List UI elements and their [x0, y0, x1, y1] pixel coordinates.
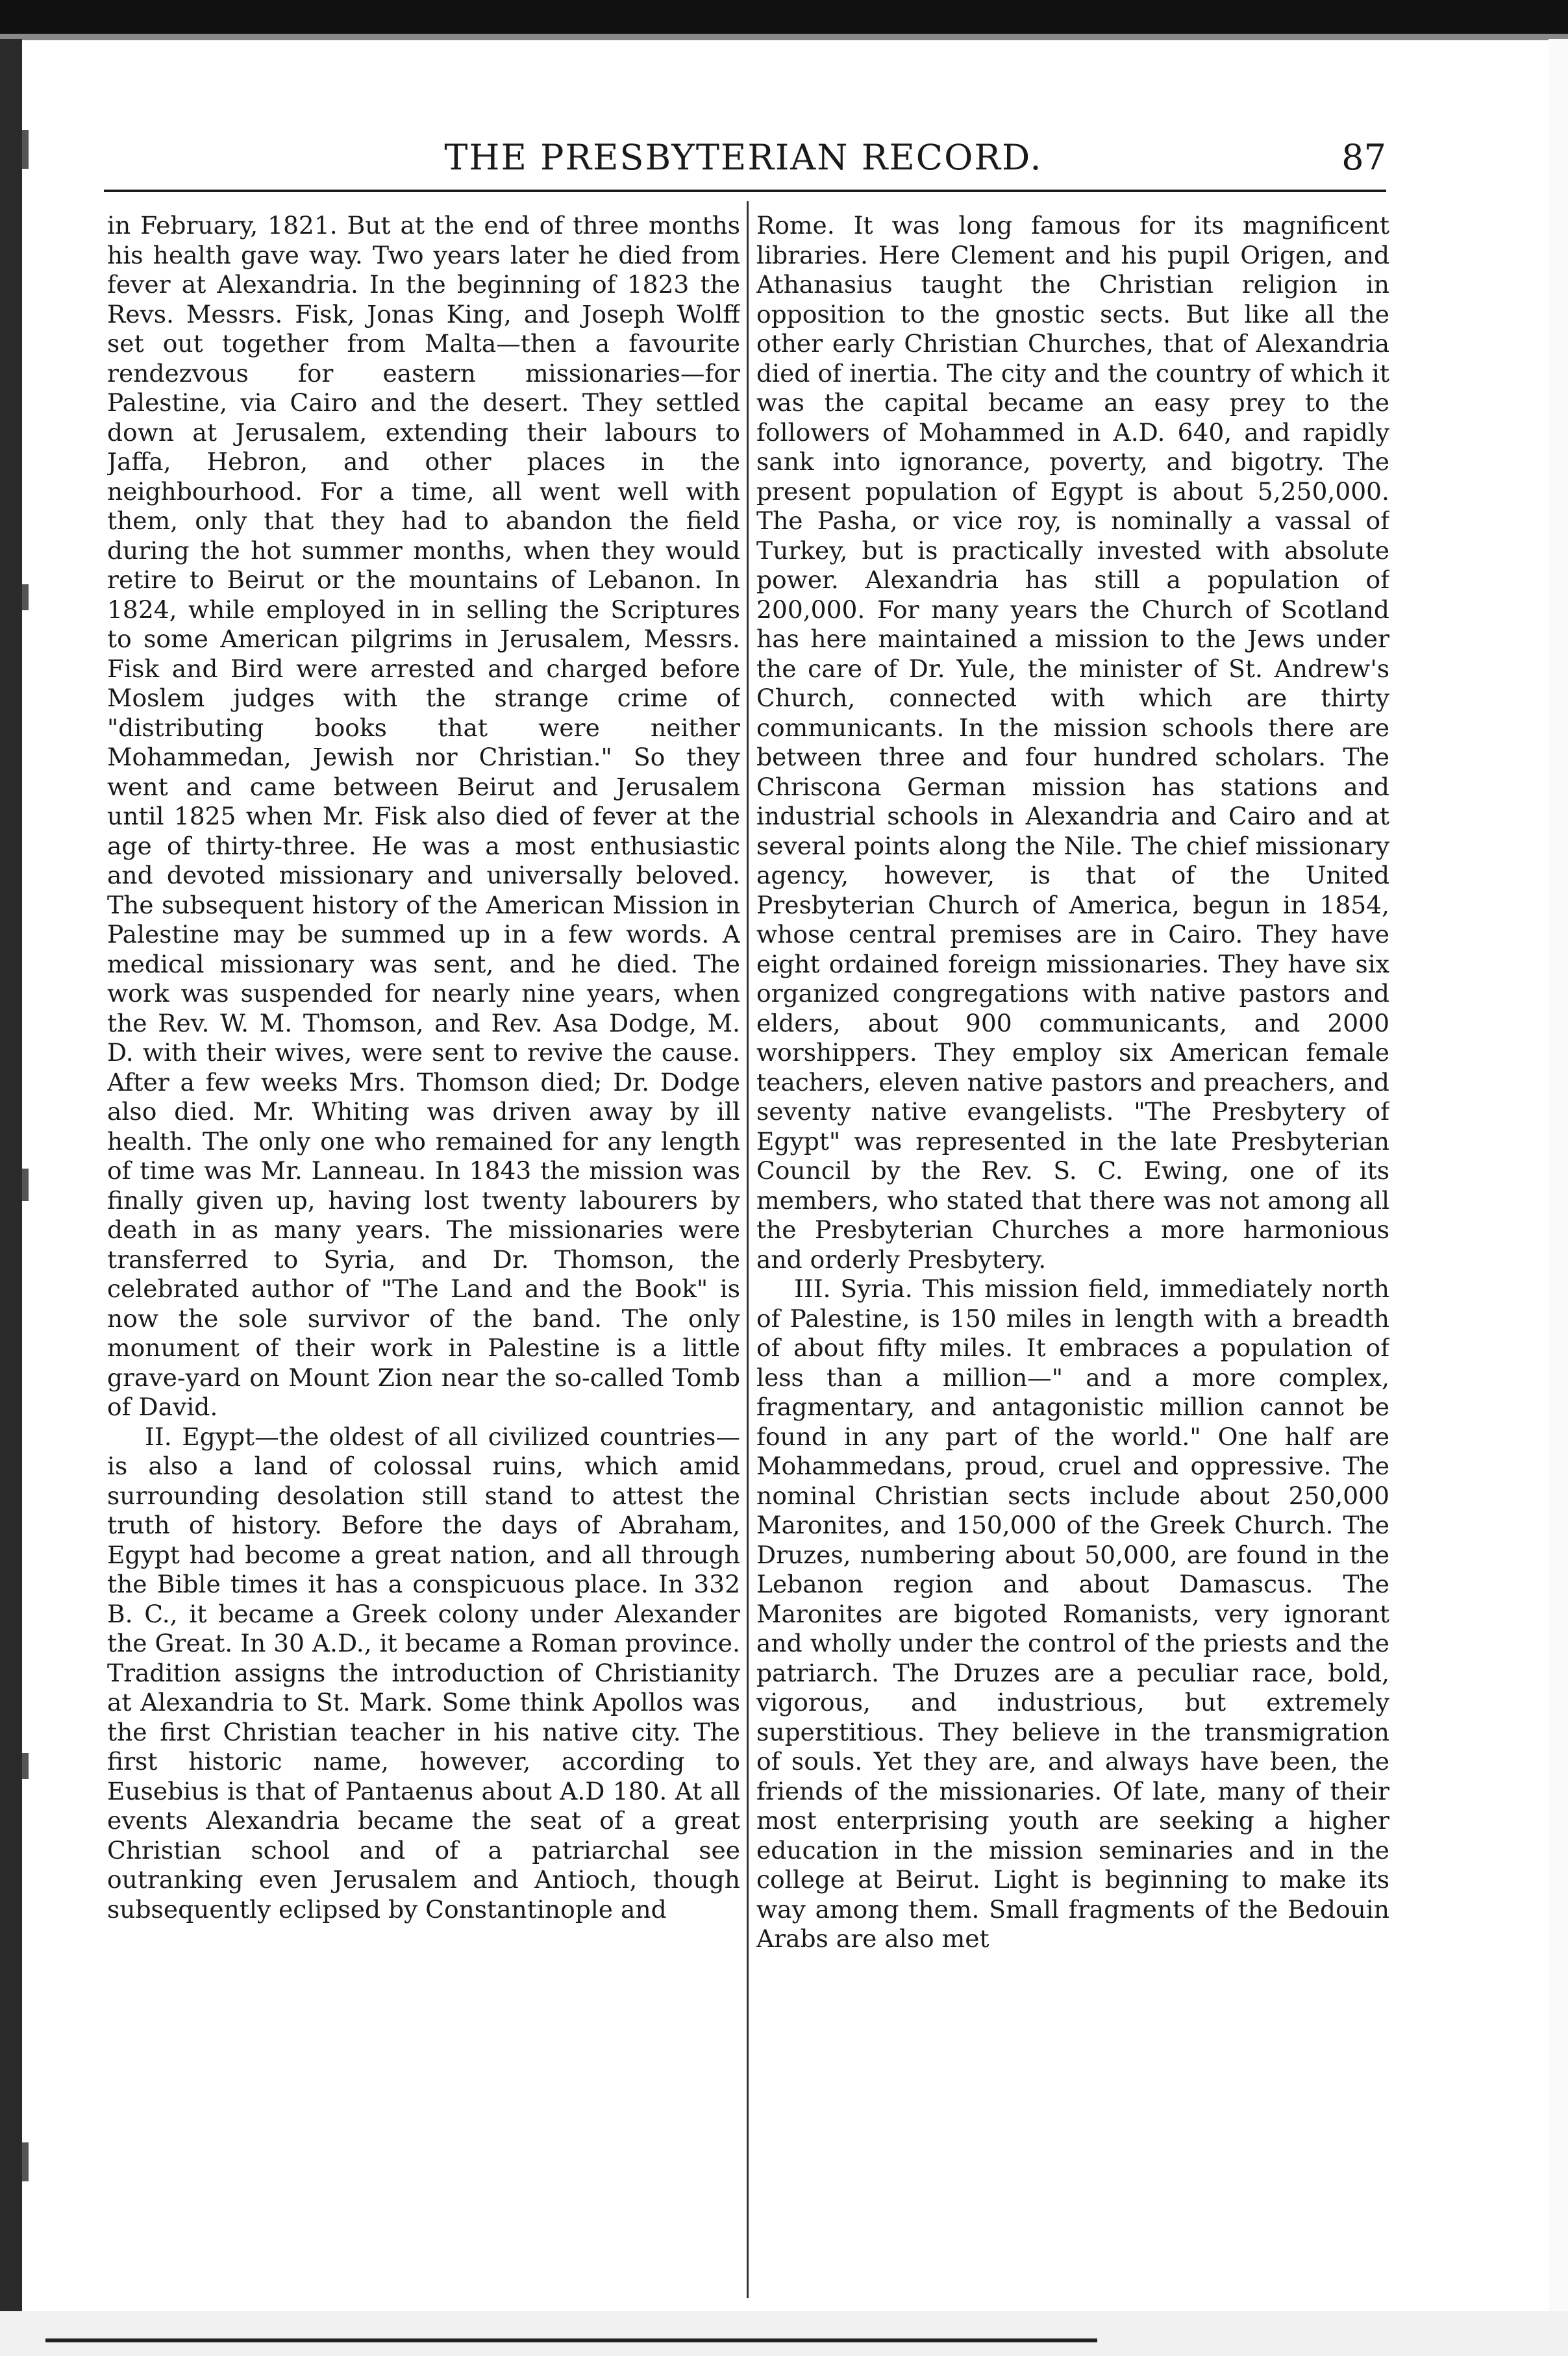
scan-edge-mark: [22, 1169, 29, 1201]
scan-edge-mark: [22, 2142, 29, 2181]
page-number: 87: [1341, 137, 1386, 178]
scan-edge-mark: [22, 130, 29, 169]
right-paragraph-2: III. Syria. This mission field, immediately north of Palestine, is 150 miles in length with a breadth of about fifty miles. It embraces a population of less than a million—" and a more complex, fragmentary, and antagonistic million cannot be found in any part of the world." One half are Mohammedans, proud, cruel and oppressive. The nominal Christian sects include about 250,000 Maronites, and 150,000 of the Greek Church. The Druzes, numbering about 50,000, are found in the Lebanon region and about Damascus. The Maronites are bigoted Romanists, very ignorant and wholly under the control of the priests and the patriarch. The Druzes are a peculiar race, bold, vigorous, and industrious, but extremely superstitious. They believe in the transmigration of souls. Yet they are, and always have been, the friends of the missionaries. Of late, many of their most enterprising youth are seeking a higher education in the mission seminaries and in the college at Beirut. Light is beginning to make its way among them. Small fragments of the Bedouin Arabs are also met: [756, 1274, 1389, 1953]
scan-right-margin: [1549, 39, 1568, 2311]
left-paragraph-2: II. Egypt—the oldest of all civilized countries—is also a land of colossal ruins, which amid surrounding desolation still stand to attest the truth of history. Before the days of Abraham, Egypt had become a great nation, and all through the Bible times it has a conspicuous place. In 332 B. C., it became a Greek colony under Alexander the Great. In 30 A.D., it became a Roman province. Tradition assigns the introduction of Christianity at Alexandria to St. Mark. Some think Apollos was the first Christian teacher in his native city. The first historic name, however, according to Eusebius is that of Pantaenus about A.D 180. At all events Alexandria became the seat of a great Christian school and of a patriarchal see outranking even Jerusalem and Antioch, though subsequently eclipsed by Constantinople and: [107, 1422, 740, 1924]
running-header: [101, 129, 1386, 187]
scan-edge-mark: [22, 1753, 29, 1779]
page-title: THE PRESBYTERIAN RECORD.: [444, 137, 1043, 178]
scan-bottom-rule: [45, 2338, 1097, 2342]
scan-top-border: [0, 0, 1568, 34]
left-column: [107, 211, 740, 2308]
scan-edge-mark: [22, 584, 29, 610]
right-paragraph-1: Rome. It was long famous for its magnificent libraries. Here Clement and his pupil Origen, and Athanasius taught the Christian religion in opposition to the gnostic sects. But like all the other early Christian Churches, that of Alexandria died of inertia. The city and the country of which it was the capital became an easy prey to the followers of Mohammed in A.D. 640, and rapidly sank into ignorance, poverty, and bigotry. The present population of Egypt is about 5,250,000. The Pasha, or vice roy, is nominally a vassal of Turkey, but is practically invested with absolute power. Alexandria has still a population of 200,000. For many years the Church of Scotland has here maintained a mission to the Jews under the care of Dr. Yule, the minister of St. Andrew's Church, connected with which are thirty communicants. In the mission schools there are between three and four hundred scholars. The Chriscona German mission has stations and industrial schools in Alexandria and Cairo and at several points along the Nile. The chief missionary agency, however, is that of the United Presbyterian Church of America, begun in 1854, whose central premises are in Cairo. They have eight ordained foreign missionaries. They have six organized congregations with native pastors and elders, about 900 communicants, and 2000 worshippers. They employ six American female teachers, eleven native pastors and preachers, and seventy native evangelists. "The Presbytery of Egypt" was represented in the late Presbyterian Council by the Rev. S. C. Ewing, one of its members, who stated that there was not among all the Presbyterian Churches a more harmonious and orderly Presbytery.: [756, 211, 1389, 1274]
scan-top-shadow: [0, 34, 1568, 40]
scan-bottom-margin: [0, 2311, 1568, 2356]
column-divider: [747, 201, 749, 2298]
header-rule: [104, 190, 1386, 192]
right-column: [756, 211, 1389, 2308]
left-paragraph-1: in February, 1821. But at the end of three months his health gave way. Two years later he died from fever at Alexandria. In the beginning of 1823 the Revs. Messrs. Fisk, Jonas King, and Joseph Wolff set out together from Malta—then a favourite rendezvous for eastern missionaries—for Palestine, via Cairo and the desert. They settled down at Jerusalem, extending their labours to Jaffa, Hebron, and other places in the neighbourhood. For a time, all went well with them, only that they had to abandon the field during the hot summer months, when they would retire to Beirut or the mountains of Lebanon. In 1824, while employed in in selling the Scriptures to some American pilgrims in Jerusalem, Messrs. Fisk and Bird were arrested and charged before Moslem judges with the strange crime of "distributing books that were neither Mohammedan, Jewish nor Christian." So they went and came between Beirut and Jerusalem until 1825 when Mr. Fisk also died of fever at the age of thirty-three. He was a most enthusiastic and devoted missionary and universally beloved. The subsequent history of the American Mission in Palestine may be summed up in a few words. A medical missionary was sent, and he died. The work was suspended for nearly nine years, when the Rev. W. M. Thomson, and Rev. Asa Dodge, M. D. with their wives, were sent to revive the cause. After a few weeks Mrs. Thomson died; Dr. Dodge also died. Mr. Whiting was driven away by ill health. The only one who remained for any length of time was Mr. Lanneau. In 1843 the mission was finally given up, having lost twenty labourers by death in as many years. The missionaries were transferred to Syria, and Dr. Thomson, the celebrated author of "The Land and the Book" is now the sole survivor of the band. The only monument of their work in Palestine is a little grave-yard on Mount Zion near the so-called Tomb of David.: [107, 211, 740, 1421]
scan-left-border: [0, 39, 22, 2311]
